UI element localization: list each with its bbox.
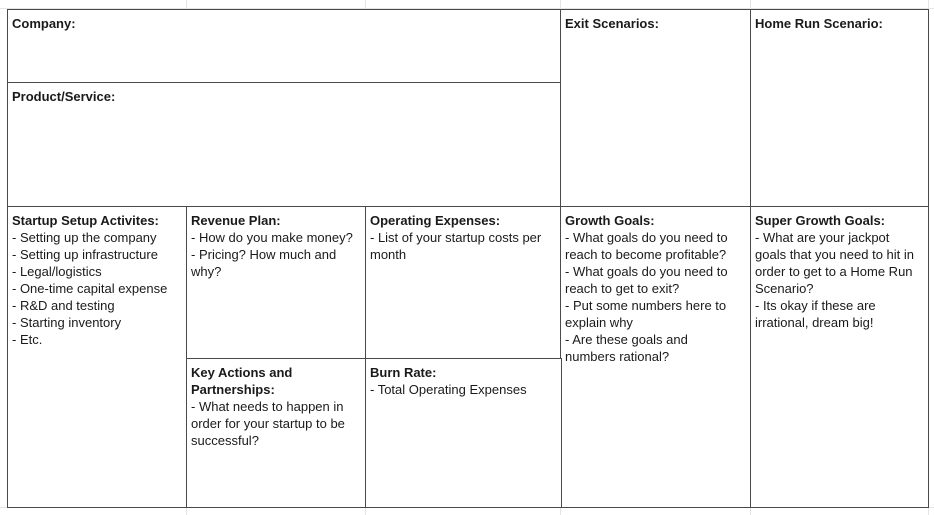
super-growth-goals-cell[interactable] bbox=[750, 206, 929, 508]
burn-rate-cell[interactable] bbox=[365, 358, 562, 508]
startup-setup-cell[interactable] bbox=[7, 206, 188, 508]
startup-setup-line: - Starting inventory bbox=[12, 315, 122, 330]
super-growth-goals-line: irrational, dream big! bbox=[755, 315, 874, 330]
operating-expenses-line: month bbox=[370, 247, 407, 262]
company-cell[interactable] bbox=[7, 9, 562, 84]
revenue-plan-line: why? bbox=[191, 264, 222, 279]
startup-setup-line: - Legal/logistics bbox=[12, 264, 102, 279]
product-service-cell[interactable] bbox=[7, 82, 562, 208]
key-actions-line: order for your startup to be bbox=[191, 416, 345, 431]
product-service-label: Product/Service: bbox=[12, 89, 116, 104]
operating-expenses-cell[interactable] bbox=[365, 206, 562, 360]
startup-setup-label: Startup Setup Activites: bbox=[12, 213, 159, 228]
burn-rate-line: - Total Operating Expenses bbox=[370, 382, 527, 397]
key-actions-line: successful? bbox=[191, 433, 259, 448]
super-growth-goals-line: - What are your jackpot bbox=[755, 230, 890, 245]
home-run-scenario-cell[interactable] bbox=[750, 9, 929, 208]
startup-setup-line: - Setting up the company bbox=[12, 230, 157, 245]
key-actions-label: Partnerships: bbox=[191, 382, 275, 397]
revenue-plan-line: - Pricing? How much and bbox=[191, 247, 337, 262]
super-growth-goals-label: Super Growth Goals: bbox=[755, 213, 886, 228]
super-growth-goals-line: Scenario? bbox=[755, 281, 814, 296]
growth-goals-line: - Are these goals and bbox=[565, 332, 688, 347]
super-growth-goals-line: order to get to a Home Run bbox=[755, 264, 913, 279]
startup-setup-line: - R&D and testing bbox=[12, 298, 115, 313]
growth-goals-line: - What goals do you need to bbox=[565, 264, 728, 279]
growth-goals-line: - Put some numbers here to bbox=[565, 298, 727, 313]
key-actions-line: - What needs to happen in bbox=[191, 399, 344, 414]
super-growth-goals-line: - Its okay if these are bbox=[755, 298, 876, 313]
key-actions-cell[interactable] bbox=[186, 358, 367, 508]
operating-expenses-line: - List of your startup costs per bbox=[370, 230, 542, 245]
key-actions-label: Key Actions and bbox=[191, 365, 293, 380]
company-label: Company: bbox=[12, 16, 76, 31]
growth-goals-line: explain why bbox=[565, 315, 633, 330]
growth-goals-line: reach to get to exit? bbox=[565, 281, 680, 296]
revenue-plan-cell[interactable] bbox=[186, 206, 367, 360]
operating-expenses-label: Operating Expenses: bbox=[370, 213, 501, 228]
growth-goals-line: reach to become profitable? bbox=[565, 247, 727, 262]
growth-goals-line: numbers rational? bbox=[565, 349, 670, 364]
startup-setup-line: - Etc. bbox=[12, 332, 43, 347]
growth-goals-line: - What goals do you need to bbox=[565, 230, 728, 245]
revenue-plan-line: - How do you make money? bbox=[191, 230, 353, 245]
super-growth-goals-line: goals that you need to hit in bbox=[755, 247, 915, 262]
startup-setup-line: - One-time capital expense bbox=[12, 281, 168, 296]
exit-scenarios-cell[interactable] bbox=[560, 9, 752, 208]
growth-goals-label: Growth Goals: bbox=[565, 213, 655, 228]
startup-setup-line: - Setting up infrastructure bbox=[12, 247, 158, 262]
revenue-plan-label: Revenue Plan: bbox=[191, 213, 281, 228]
growth-goals-cell[interactable] bbox=[560, 206, 752, 508]
exit-scenarios-label: Exit Scenarios: bbox=[565, 16, 659, 31]
burn-rate-label: Burn Rate: bbox=[370, 365, 437, 380]
home-run-scenario-label: Home Run Scenario: bbox=[755, 16, 883, 31]
